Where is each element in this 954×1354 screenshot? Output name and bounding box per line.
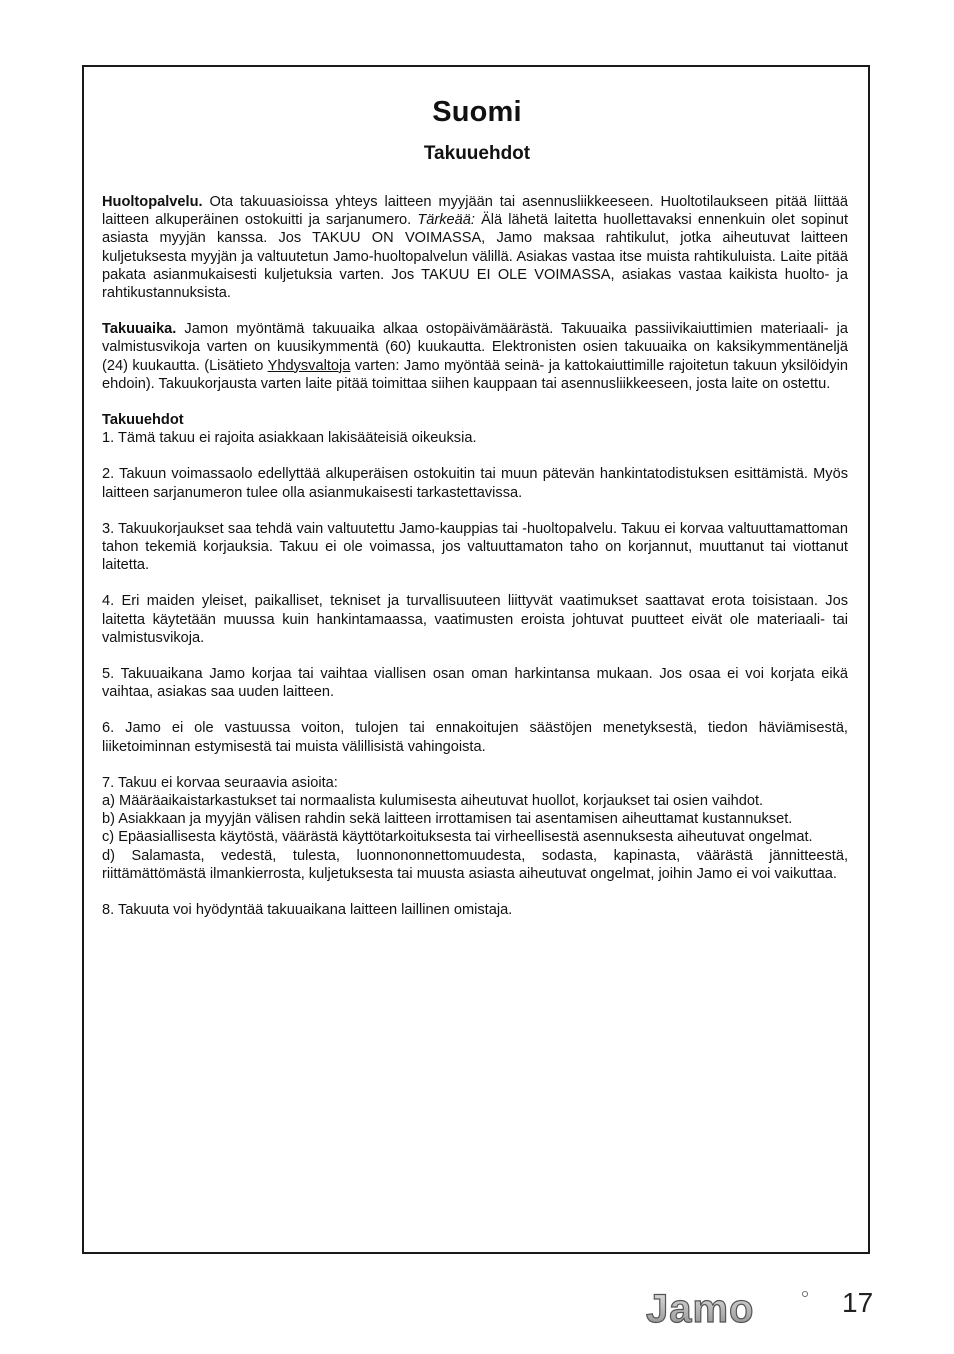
warranty-period-text-b: varten: Jamo myöntää seinä- ja kattokaiuttimille rajoitetun takuun yksilöidyin ehdoin). Takuukorjausta varten laite pitää toimittaa siihen kauppaan tai asennusliikkeeseen, josta laite on ostettu. (102, 357, 848, 392)
terms-heading: Takuuehdot (102, 412, 184, 429)
term-6: 6. Jamo ei ole vastuussa voiton, tulojen tai ennakoitujen säästöjen menetyksestä, tiedon häviämisestä, liiketoiminnan estymisestä tai muista välillisistä vahingoista. (102, 720, 848, 755)
term-3: 3. Takuukorjaukset saa tehdä vain valtuutettu Jamo-kauppias tai -huoltopalvelu. Takuu ei korvaa valtuuttamattoman tahon tekemiä korjauksia. Takuu ei ole voimassa, jos valtuuttamaton taho on korjannut, muuttanut tai viottanut laitetta. (102, 520, 848, 574)
term-7 (102, 774, 848, 883)
jamo-logo (644, 1288, 810, 1328)
service-text-a: Ota takuuasioissa yhteys laitteen myyjään tai asennusliikkeeseen. Huoltotilaukseen pitää liittää laitteen alkuperäinen ostokuitti ja sarjanumero. (102, 194, 848, 229)
terms-block-1 (102, 411, 848, 447)
page-subtitle: Takuuehdot (423, 143, 531, 164)
warranty-period-label: Takuuaika. (102, 321, 177, 338)
term-7a: a) Määräaikaistarkastukset tai normaalista kulumisesta aiheutuvat huollot, korjaukset tai osien vaihdot. (102, 793, 764, 810)
page-title: Suomi (432, 96, 522, 128)
svg-text:Jamo: Jamo (646, 1288, 755, 1328)
term-1: 1. Tämä takuu ei rajoita asiakkaan lakisääteisiä oikeuksia. (102, 430, 477, 447)
term-7-intro: 7. Takuu ei korvaa seuraavia asioita: (102, 774, 338, 791)
document-body (102, 193, 848, 937)
paragraph-service (102, 193, 848, 302)
page-number: 17 (842, 1287, 874, 1318)
term-7c: c) Epäasiallisesta käytöstä, väärästä käyttötarkoituksesta tai virheellisestä asennuksesta aiheutuvat ongelmat. (102, 829, 813, 846)
term-8: 8. Takuuta voi hyödyntää takuuaikana laitteen laillinen omistaja. (102, 902, 513, 919)
paragraph-warranty-period (102, 320, 848, 393)
term-5: 5. Takuuaikana Jamo korjaa tai vaihtaa viallisen osan oman harkintansa mukaan. Jos osaa ei voi korjata eikä vaihtaa, asiakas saa uuden laitteen. (102, 666, 848, 701)
service-important: Tärkeää: (417, 212, 475, 229)
service-text-b: Älä lähetä laitetta huollettavaksi ennenkuin olet sopinut asiasta myyjän kanssa. Jos TAKUU ON VOIMASSA, Jamo maksaa rahtikulut, jotka aiheutuvat laitteen kuljetuksesta myyjän ja valtuutetun Jamo-huoltopalvelun välillä. Asiakas vastaa itse muista rahtikuluista. Laite pitää pakata asianmukaisesti kuljetuksia varten. Jos TAKUU EI OLE VOIMASSA, asiakas vastaa kaikista huolto- ja rahtikustannuksista. (102, 212, 849, 302)
term-7b: b) Asiakkaan ja myyjän välisen rahdin sekä laitteen irrottamisen tai asentamisen aiheuttamat kustannukset. (102, 811, 793, 828)
usa-link[interactable]: Yhdysvaltoja (267, 357, 351, 374)
term-7d: d) Salamasta, vedestä, tulesta, luonnononnettomuudesta, sodasta, kapinasta, väärästä jännitteestä, riittämättömästä ilmankierrosta, kuljetuksesta tai muusta asiasta aiheutuvat ongelmat, joihin Jamo ei voi vaikuttaa. (102, 847, 848, 882)
term-4: 4. Eri maiden yleiset, paikalliset, tekniset ja turvallisuuteen liittyvät vaatimukset saattavat erota toisistaan. Jos laitetta käytetään muussa kuin hankintamaassa, vaatimusten eroista johtuvat puutteet eivät ole materiaali- tai valmistusvikoja. (102, 593, 848, 646)
service-label: Huoltopalvelu. (102, 194, 203, 210)
term-2: 2. Takuun voimassaolo edellyttää alkuperäisen ostokuitin tai muun pätevän hankintatodistuksen esittämistä. Myös laitteen sarjanumeron tulee olla asianmukaisesti tarkastettavissa. (102, 466, 848, 501)
warranty-period-text-a: Jamon myöntämä takuuaika alkaa ostopäivämäärästä. Takuuaika passiivikaiuttimien materiaali- ja valmistusvikoja varten on kuusikymmentä (60) kuukautta. Elektronisten osien takuuaika on kaksikymmentäneljä (24) kuukautta. (Lisätieto (102, 321, 848, 374)
